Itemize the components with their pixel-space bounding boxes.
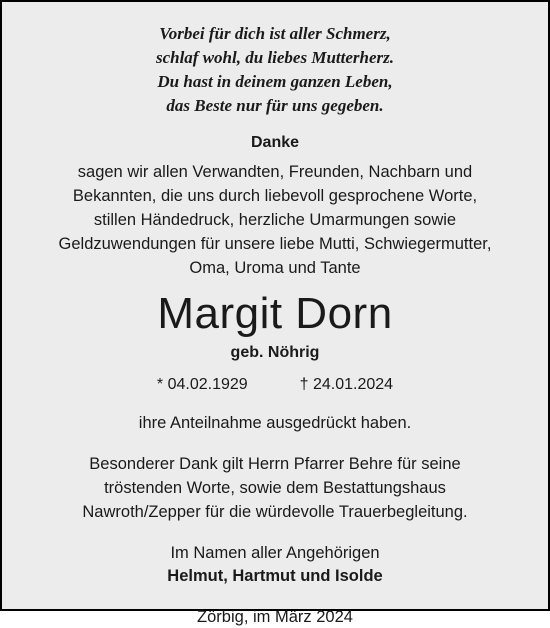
poem-line: schlaf wohl, du liebes Mutterherz. <box>155 48 395 67</box>
thanks-line: Bekannten, die uns durch liebevoll gesprochene Worte, <box>72 187 478 205</box>
poem <box>2 22 548 118</box>
birth-date: * 04.02.1929 <box>156 376 248 393</box>
deceased-name: Margit Dorn <box>157 289 393 338</box>
poem-line: Du hast in deinem ganzen Leben, <box>157 72 393 91</box>
special-thanks-line: Nawroth/Zepper für die würdevolle Trauerbegleitung. <box>82 503 468 521</box>
special-thanks-line: tröstenden Worte, sowie dem Bestattungshaus <box>104 479 446 497</box>
maiden-name: geb. Nöhrig <box>230 344 320 361</box>
family-intro: Im Namen aller Angehörigen <box>170 544 380 562</box>
thanks-heading: Danke <box>250 134 300 151</box>
life-dates <box>2 374 548 396</box>
death-date: † 24.01.2024 <box>299 376 394 393</box>
special-thanks <box>2 452 548 524</box>
family-names: Helmut, Hartmut und Isolde <box>167 567 383 585</box>
poem-line: das Beste nur für uns gegeben. <box>166 96 384 115</box>
thanks-line: stillen Händedruck, herzliche Umarmungen sowie <box>93 211 457 229</box>
thanks-text <box>2 160 548 280</box>
poem-line: Vorbei für dich ist aller Schmerz, <box>159 24 391 43</box>
special-thanks-line: Besonderer Dank gilt Herrn Pfarrer Behre für seine <box>89 455 461 473</box>
place-date: Zörbig, im März 2024 <box>197 608 353 626</box>
participation-text: ihre Anteilnahme ausgedrückt haben. <box>138 414 412 432</box>
thanks-line: sagen wir allen Verwandten, Freunden, Nachbarn und <box>77 163 473 181</box>
thanks-line: Geldzuwendungen für unsere liebe Mutti, Schwiegermutter, <box>58 235 492 253</box>
thanks-line: Oma, Uroma und Tante <box>189 259 361 277</box>
